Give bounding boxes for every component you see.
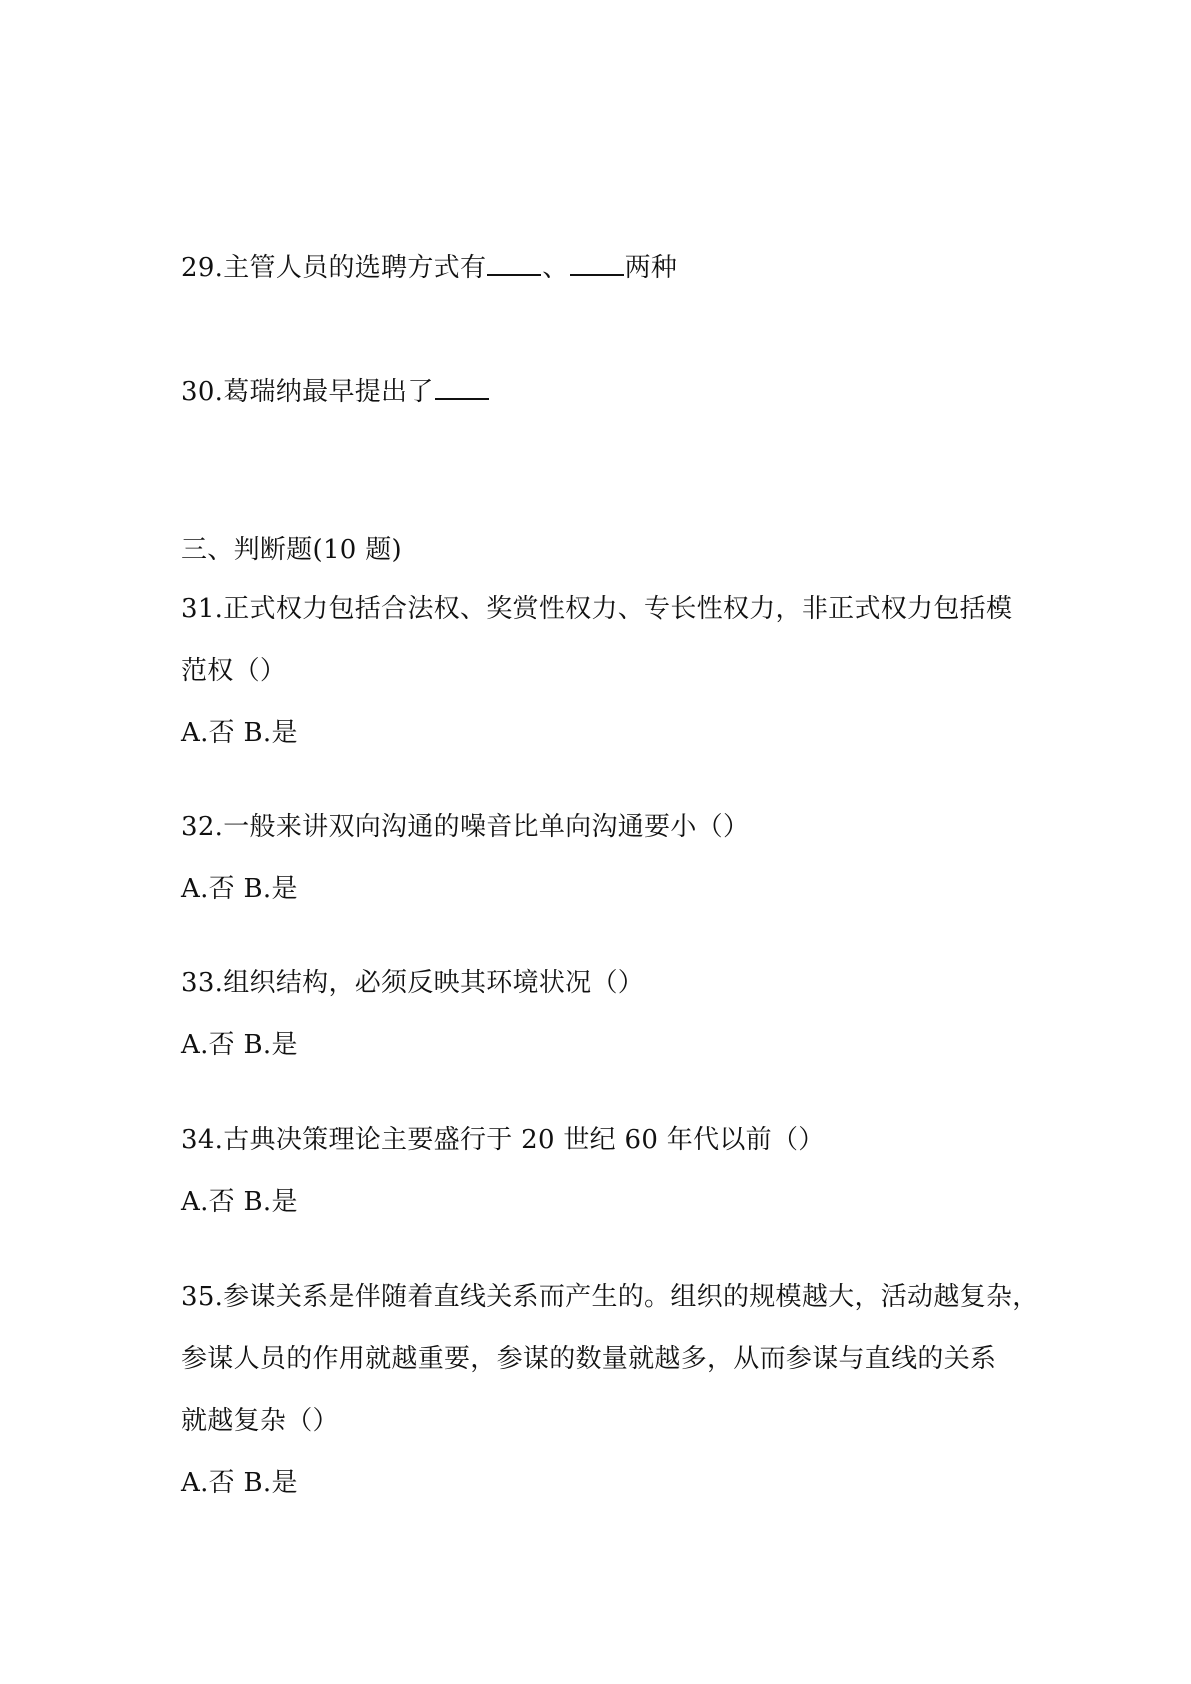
question-31-line-1: 31.正式权力包括合法权、奖赏性权力、专长性权力，非正式权力包括模 xyxy=(181,594,1013,624)
question-32-line-1: 32.一般来讲双向沟通的噪音比单向沟通要小（） xyxy=(181,812,750,842)
question-29-prefix: 29.主管人员的选聘方式有 xyxy=(181,253,487,283)
question-33-options: A.否 B.是 xyxy=(181,1030,298,1060)
question-29-suffix: 两种 xyxy=(624,253,678,283)
question-29 xyxy=(181,250,677,285)
answer-blank xyxy=(487,250,541,276)
question-31-options: A.否 B.是 xyxy=(181,718,298,748)
question-32-options: A.否 B.是 xyxy=(181,874,298,904)
question-31-line-2: 范权（） xyxy=(181,656,287,686)
answer-blank xyxy=(570,250,624,276)
question-35-line-1: 35.参谋关系是伴随着直线关系而产生的。组织的规模越大，活动越复杂， xyxy=(181,1282,1039,1312)
question-35-line-2: 参谋人员的作用就越重要，参谋的数量就越多，从而参谋与直线的关系 xyxy=(181,1344,997,1374)
question-33-line-1: 33.组织结构，必须反映其环境状况（） xyxy=(181,968,645,998)
section-heading: 三、判断题(10 题) xyxy=(181,535,402,565)
question-29-separator: 、 xyxy=(542,253,569,283)
question-30-prefix: 30.葛瑞纳最早提出了 xyxy=(181,377,434,407)
question-34-options: A.否 B.是 xyxy=(181,1187,298,1217)
answer-blank xyxy=(435,374,489,400)
question-30 xyxy=(181,374,490,409)
question-35-options: A.否 B.是 xyxy=(181,1468,298,1498)
question-35-line-3: 就越复杂（） xyxy=(181,1406,339,1436)
question-34-line-1: 34.古典决策理论主要盛行于 20 世纪 60 年代以前（） xyxy=(181,1125,825,1155)
